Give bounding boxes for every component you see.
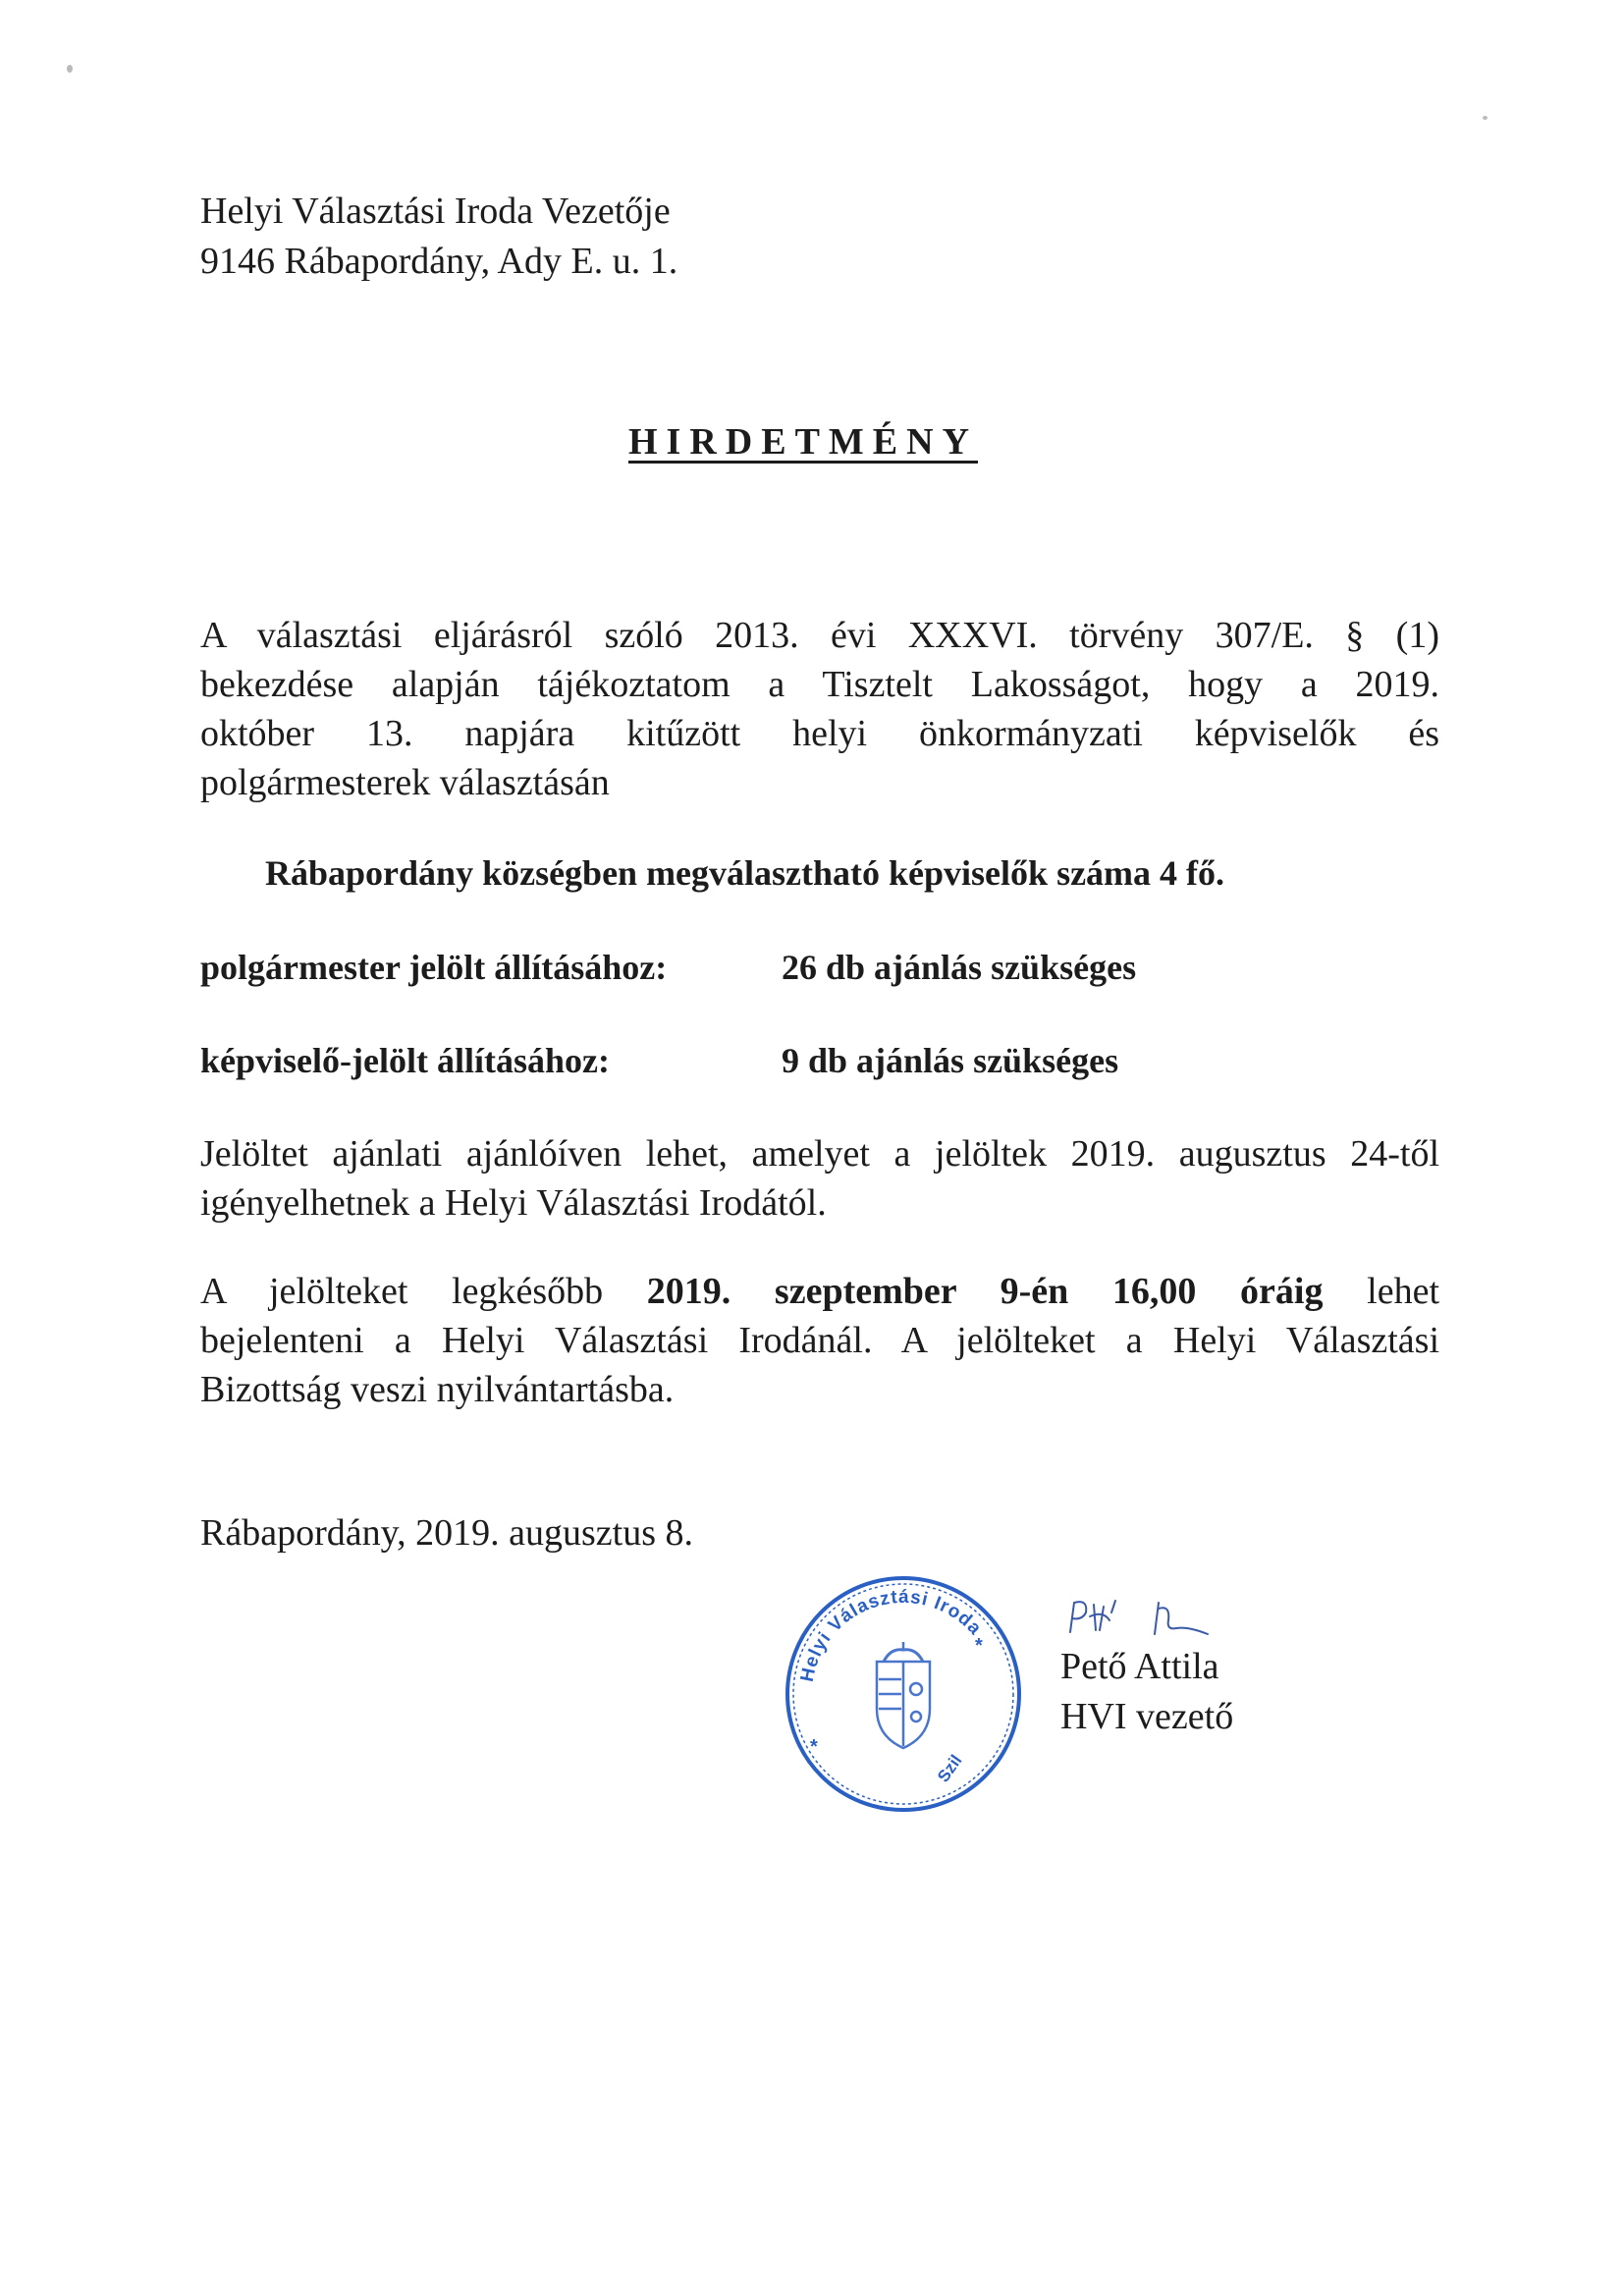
nomination-line: igényelhetnek a Helyi Választási Irodától. xyxy=(200,1182,827,1224)
sender-block xyxy=(200,187,677,287)
deadline-line: Bizottság veszi nyilvántartásba. xyxy=(200,1369,675,1410)
nomination-line: Jelöltet ajánlati ajánlóíven lehet, amelyet a jelöltek 2019. augusztus 24-től xyxy=(200,1133,1439,1175)
sender-address: 9146 Rábapordány, Ady E. u. 1. xyxy=(200,241,678,282)
signatory-name: Pető Attila xyxy=(1060,1646,1219,1687)
intro-paragraph xyxy=(200,611,1439,807)
coat-of-arms-icon xyxy=(877,1642,930,1748)
deadline-prefix: A jelölteket legkésőbb xyxy=(200,1271,647,1312)
representative-requirement-label: képviselő-jelölt állításához: xyxy=(200,1041,610,1080)
stamp-text: Helyi Választási Iroda xyxy=(796,1586,986,1684)
stamp-star-icon: * xyxy=(810,1736,818,1758)
intro-line: A választási eljárásról szóló 2013. évi XXXVI. törvény 307/E. § (1) xyxy=(200,615,1439,656)
intro-line: október 13. napjára kitűzött helyi önkormányzati képviselők és xyxy=(200,713,1439,754)
official-stamp xyxy=(781,1571,1026,1817)
sender-office: Helyi Választási Iroda Vezetője xyxy=(200,191,671,232)
mayor-requirement-value: 26 db ajánlás szükséges xyxy=(782,948,1137,987)
deadline-line: bejelenteni a Helyi Választási Irodánál. A jelölteket a Helyi Választási xyxy=(200,1320,1439,1361)
deadline-line xyxy=(200,1267,1439,1316)
stamp-star-icon: * xyxy=(975,1635,983,1657)
intro-line: bekezdése alapján tájékoztatom a Tisztelt Lakosságot, hogy a 2019. xyxy=(200,664,1439,705)
signatory-role: HVI vezető xyxy=(1060,1696,1234,1737)
scan-speck xyxy=(67,65,73,73)
intro-line: polgármesterek választásán xyxy=(200,762,610,803)
handwritten-signature xyxy=(1060,1591,1247,1650)
nomination-paragraph xyxy=(200,1129,1439,1228)
representatives-count: Rábapordány községben megválasztható képviselők száma 4 fő. xyxy=(265,853,1225,893)
mayor-requirement-label: polgármester jelölt állításához: xyxy=(200,948,668,987)
deadline-paragraph xyxy=(200,1267,1439,1414)
deadline-suffix: lehet xyxy=(1323,1271,1440,1312)
deadline-date: 2019. szeptember 9-én 16,00 óráig xyxy=(646,1271,1324,1312)
place-and-date: Rábapordány, 2019. augusztus 8. xyxy=(200,1512,693,1554)
stamp-place: Szil xyxy=(934,1751,966,1786)
representative-requirement-value: 9 db ajánlás szükséges xyxy=(782,1041,1119,1080)
scan-speck xyxy=(1483,116,1488,120)
document-title: HIRDETMÉNY xyxy=(628,421,979,463)
